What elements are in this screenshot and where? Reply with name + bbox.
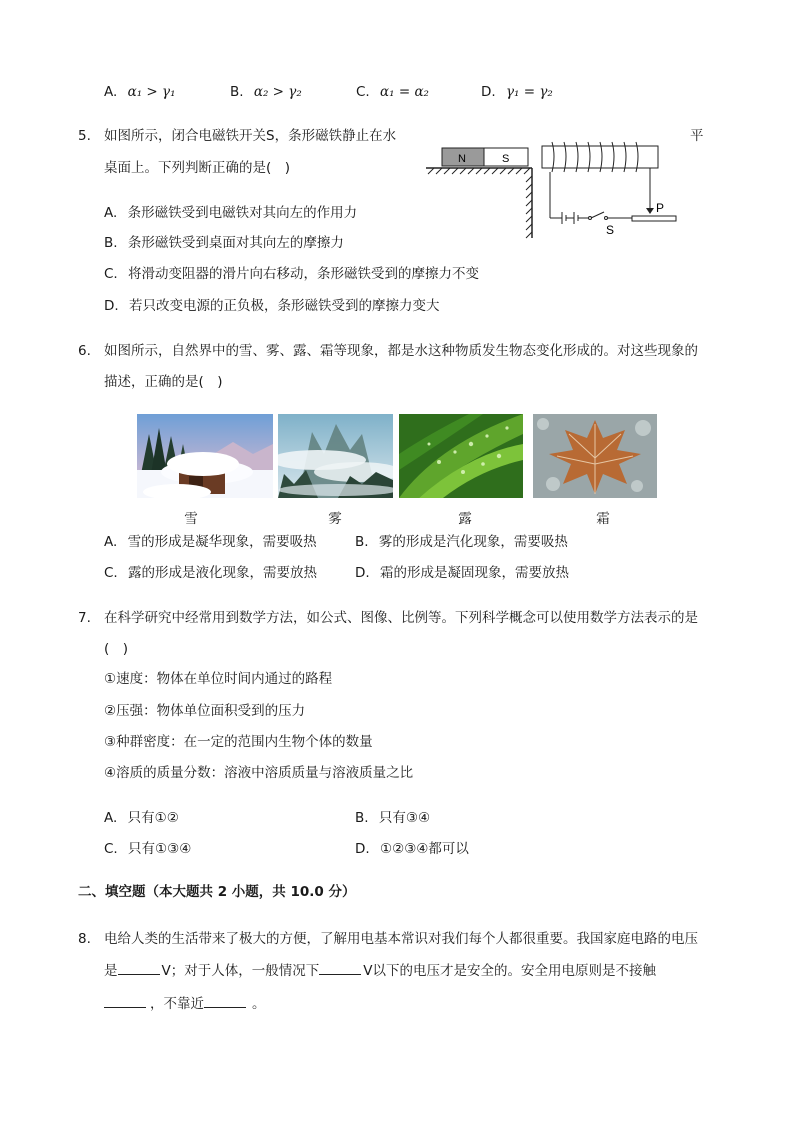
q7-item-2-text: 压强：物体单位面积受到的压力 [116,703,306,719]
caption-frost: 霜 [596,511,610,527]
q6-option-d [355,563,569,583]
q5-number: 5. [78,128,91,144]
q7-option-b-prefix: 只有 [378,810,406,826]
q4-option-b-text: α₂ > γ₂ [253,84,302,100]
q5-option-a [104,203,357,223]
q4-option-a-text: α₁ > γ₁ [127,84,176,100]
q4-option-a-label: A. [104,84,118,100]
q7-option-a-prefix: 只有 [127,810,155,826]
q5-stem-line2: 桌面上。下列判断正确的是( ) [104,160,291,176]
q7-option-a-label: A. [104,810,118,826]
q4-option-d-text: γ₁ = γ₂ [505,84,553,100]
q7-option-c-marks: ①③④ [155,841,192,857]
q5-option-a-text: 条形磁铁受到电磁铁对其向左的作用力 [127,205,358,221]
q8-line2-a: 是 [104,963,118,979]
q7-item-3 [104,732,373,752]
q7-option-d [355,839,469,859]
q6-option-a-text: 雪的形成是凝华现象，需要吸热 [127,534,317,550]
q6-number: 6. [78,343,91,359]
q4-option-c-label: C. [356,84,370,100]
q5-option-c-label: C. [104,266,118,282]
table-hatch [428,168,530,174]
q8-line3-a: ，不靠近 [150,996,204,1012]
q7-option-c-label: C. [104,841,118,857]
q7-item-4 [104,763,413,783]
q7-item-3-mark: ③ [104,734,117,750]
q7-option-b-label: B. [355,810,369,826]
q8-line2 [104,960,656,981]
q7-stem-line1: 在科学研究中经常用到数学方法，如公式、图像、比例等。下列科学概念可以使用数学方法表示的是 [104,610,698,626]
table-edge-hatch [526,176,532,238]
q7-option-d-suffix: 都可以 [428,841,469,857]
q6-option-c [104,563,317,583]
q7-option-d-label: D. [355,841,370,857]
dew-photo [399,414,523,498]
q6-option-d-text: 霜的形成是凝固现象，需要放热 [379,565,569,581]
q6-option-b-text: 雾的形成是汽化现象，需要吸热 [378,534,568,550]
magnet-s-label: S [502,153,510,165]
q8-line3 [104,993,266,1014]
frost-photo [533,414,657,498]
q6-option-b-label: B. [355,534,369,550]
q8-line2-c: V以下的电压才是安全的。安全用电原则是不接触 [363,963,656,979]
q7-option-b-marks: ③④ [405,810,431,826]
slider-label: P [656,201,665,215]
q7-number: 7. [78,610,91,626]
q5-option-b-label: B. [104,235,118,251]
switch-label: S [606,223,615,237]
q8-line1: 电给人类的生活带来了极大的方便，了解用电基本常识对我们每个人都很重要。我国家庭电路的电压 [104,931,698,947]
magnet-n-label: N [458,153,466,165]
electromagnet-core [542,146,658,168]
q5-option-d [104,296,439,316]
q6-option-a-label: A. [104,534,118,550]
q4-option-a [104,82,176,102]
q7-item-1 [104,669,332,689]
q5-stem-tail: 平 [690,128,704,144]
q8-blank-3[interactable] [104,993,146,1008]
q8-blank-2[interactable] [319,960,361,975]
q5-option-b-text: 条形磁铁受到桌面对其向左的摩擦力 [127,235,344,251]
q7-option-c-prefix: 只有 [128,841,156,857]
q7-option-d-marks: ①②③④ [379,841,429,857]
q4-option-c [356,82,429,102]
q5-option-a-label: A. [104,205,118,221]
q7-item-4-text: 溶质的质量分数：溶液中溶质质量与溶液质量之比 [116,765,414,781]
q5-option-c [104,264,479,284]
q4-option-b [230,82,302,102]
q7-item-2 [104,701,305,721]
q4-option-d-label: D. [481,84,496,100]
q7-item-2-mark: ② [104,703,117,719]
q4-option-b-label: B. [230,84,244,100]
rheostat [632,216,676,221]
snow-photo [137,414,273,498]
q5-electromagnet-figure [420,138,690,240]
q8-line3-b: 。 [252,996,266,1012]
q7-item-1-text: 速度：物体在单位时间内通过的路程 [116,671,333,687]
caption-fog: 雾 [328,511,342,527]
q8-blank-1[interactable] [118,960,160,975]
q8-line2-b: V；对于人体，一般情况下 [161,963,320,979]
q7-stem-line2: ( ) [104,641,129,657]
q7-option-a [104,808,179,828]
q5-option-d-label: D. [104,298,119,314]
caption-snow: 雪 [184,511,198,527]
q7-option-a-marks: ①② [154,810,179,826]
q6-option-c-label: C. [104,565,118,581]
q6-stem-line1: 如图所示，自然界中的雪、雾、露、霜等现象，都是水这种物质发生物态变化形成的。对这些现象的 [104,343,698,359]
q7-item-4-mark: ④ [104,765,117,781]
q6-option-b [355,532,568,552]
q7-item-1-mark: ① [104,671,117,687]
q8-blank-4[interactable] [204,993,246,1008]
q5-option-b [104,233,344,253]
q6-option-c-text: 露的形成是液化现象，需要放热 [128,565,318,581]
section2-title: 二、填空题（本大题共 2 小题，共 10.0 分） [78,884,356,900]
q6-stem-line2: 描述，正确的是( ) [104,374,223,390]
caption-dew: 露 [458,511,472,527]
q6-option-d-label: D. [355,565,370,581]
q6-option-a [104,532,317,552]
q7-item-3-text: 种群密度：在一定的范围内生物个体的数量 [116,734,373,750]
fog-photo [278,414,393,498]
q4-option-d [481,82,553,102]
q5-option-c-text: 将滑动变阻器的滑片向右移动，条形磁铁受到的摩擦力不变 [128,266,480,282]
q5-option-d-text: 若只改变电源的正负极，条形磁铁受到的摩擦力变大 [128,298,440,314]
slider-pointer [646,208,654,214]
q8-number: 8. [78,931,91,947]
q7-option-c [104,839,191,859]
q5-stem-line1: 如图所示，闭合电磁铁开关S，条形磁铁静止在水 [104,128,397,144]
q4-option-c-text: α₁ = α₂ [380,84,429,100]
q7-option-b [355,808,430,828]
